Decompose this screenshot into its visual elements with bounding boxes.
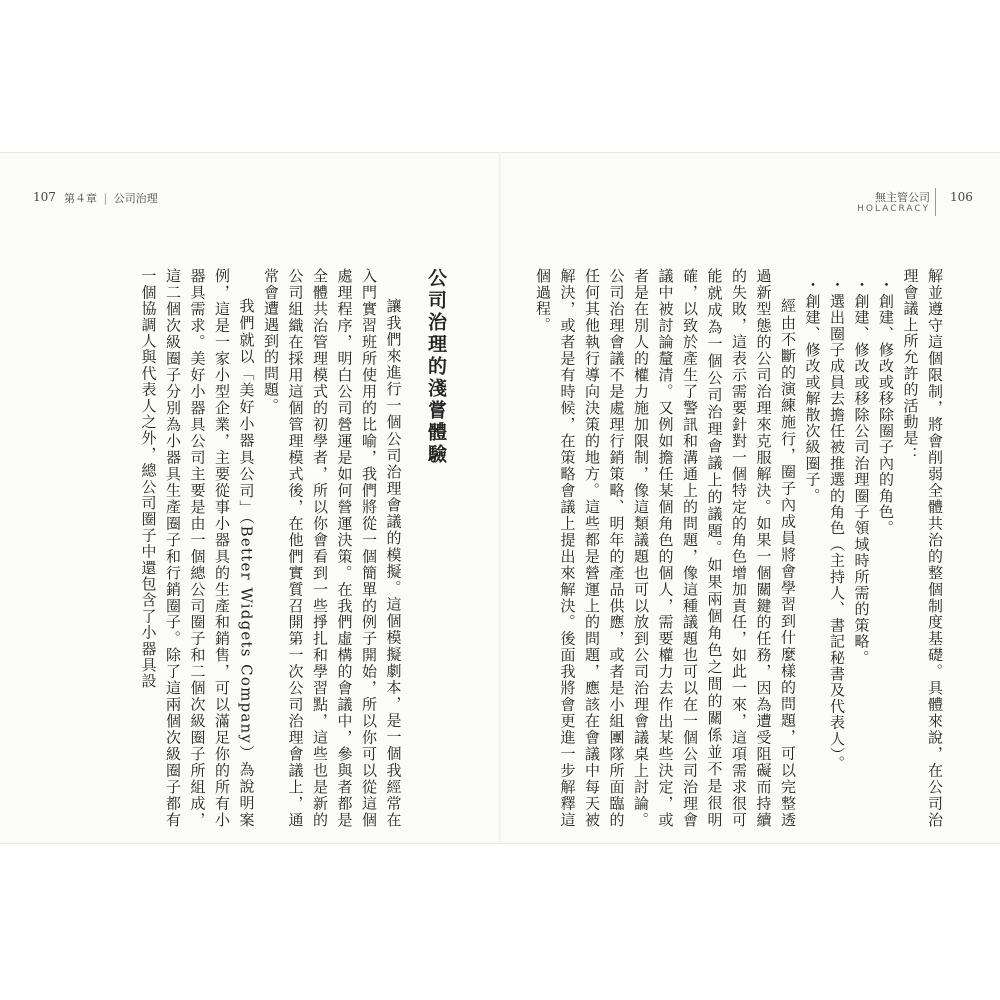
left-page-number: 107	[33, 190, 56, 204]
list-item: ・創建、修改或移除圈子內的角色。	[877, 277, 895, 537]
list-item: ・創建、修改或解散次級圈子。	[803, 277, 822, 504]
running-header-book-title-en: HOLACRACY	[857, 204, 930, 214]
list-item: ・選出圈子成員去擔任被推選的角色（主持人、書記秘書及代表人）。	[828, 277, 846, 772]
chapter-separator: |	[103, 192, 108, 205]
paragraph: 經由不斷的演練施行，圈子內成員將會學習到什麼樣的問題，可以完整透過新型態的公司治理來克服解決。如果一個關鍵的任務，因為遭受阻礙而持續的失敗，這表示需要針對一個特定的角色增加責任，如此一來，這項需求很可能就成為一個公司治理會議上的議題。如果兩個角色之間的關係並不是很明確，以致於產生了警訊和溝通上的問題，像這種議題也可以在一個公司治理會議中被討論釐清。又例如擔任某個角色的個人，需要權力去作出某些決定，或者是在別人的權力施加限制，像這類議題也可以放到公司治理會議桌上討論。公司治理會議不是處理行銷策略、明年的產品供應，或者是小組團隊所面臨的任何其他執行導向決策的地方。這些都是營運上的問題，應該在會議中每天被解決，或者是有時候，在策略會議上提出來解決。後面我將會更進一步解釋這個過程。	[534, 268, 797, 828]
chapter-number: 第４章	[64, 192, 97, 205]
section-heading: 公司治理的淺嘗體驗	[425, 268, 447, 466]
right-page-number: 106	[950, 190, 973, 204]
list-item: ・創建、修改或移除公司治理圈子領域時所需的策略。	[852, 277, 871, 666]
running-header-book-title: 無主管公司	[875, 191, 930, 204]
chapter-title: 公司治理	[113, 192, 158, 205]
header-divider	[935, 188, 936, 216]
paragraph: 讓我們來進行一個公司治理會議的模擬。這個模擬劇本，是一個我經常在入門實習班所使用的比喻，我們將從一個簡單的例子開始，所以你可以從這個處理程序，明白公司營運是如何營運決策。在我們虛構的會議中，參與者都是全體共治管理模式的初學者，所以你會看到一些掙扎和學習點，這些也是新的公司組織在採用這個管理模式後，在他們實質召開第一次公司治理會議上，通常會遭遇到的問題。	[262, 268, 403, 828]
paragraph: 解並遵守這個限制，將會削弱全體共治的整個制度基礎。具體來說，在公司治理會議上所允許的活動是：	[901, 268, 944, 828]
left-page-body	[30, 268, 470, 828]
book-gutter	[499, 152, 501, 842]
right-page-body	[517, 268, 947, 828]
paragraph: 我們就以「美好小器具公司」（Better Widgets Company）為說明案例，這是一家小型企業，主要從事小器具的生產和銷售，可以滿足你的所有小器具需求。美好小器具公司主要是由一個總公司圈子和二個次級圈子所組成，這二個次級圈子分別為小器具生產圈子和行銷圈子。除了這兩個次級圈子都有一個協調人與代表人之外，總公司圈子中還包含了小器具設	[139, 268, 256, 828]
running-header-chapter	[64, 190, 158, 206]
